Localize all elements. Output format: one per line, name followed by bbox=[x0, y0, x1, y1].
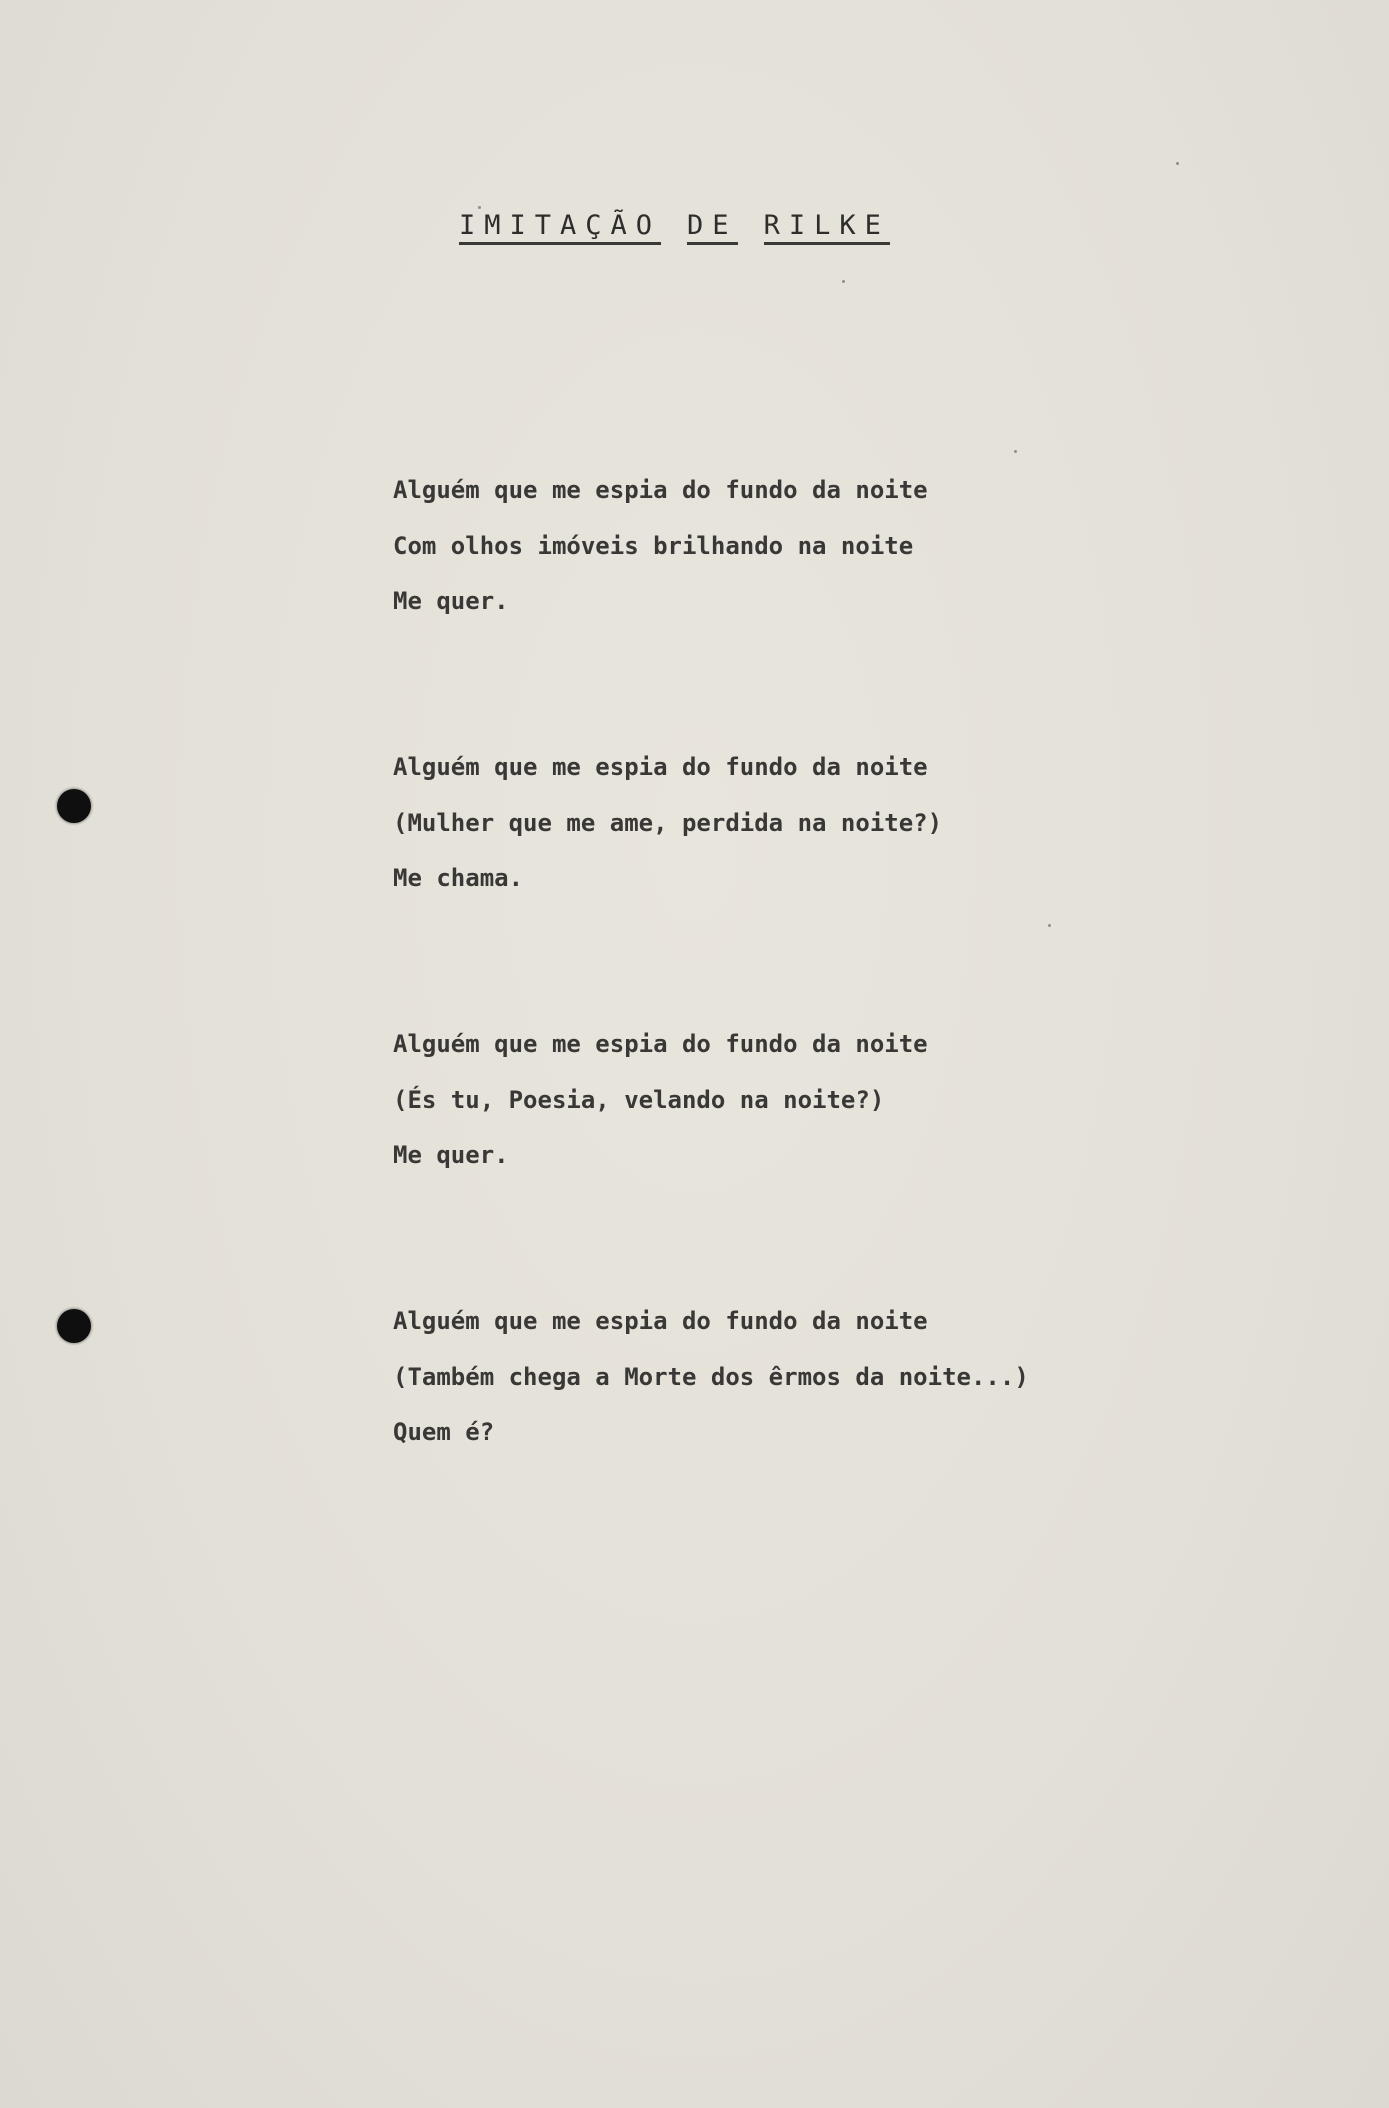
poem-line: Alguém que me espia do fundo da noite bbox=[393, 1307, 928, 1335]
punch-hole-icon bbox=[57, 1309, 91, 1343]
poem-line: Me quer. bbox=[393, 587, 509, 615]
title-word-1: IMITAÇÃO bbox=[459, 212, 661, 245]
stanza-2 bbox=[393, 740, 1193, 907]
punch-hole-icon bbox=[57, 789, 91, 823]
poem-line: Quem é? bbox=[393, 1418, 495, 1446]
stanza-3 bbox=[393, 1017, 1193, 1184]
paper-speck bbox=[1176, 162, 1179, 165]
poem-line: Alguém que me espia do fundo da noite bbox=[393, 753, 928, 781]
poem-line: Alguém que me espia do fundo da noite bbox=[393, 1030, 928, 1058]
title-word-3: RILKE bbox=[764, 212, 890, 245]
title-word-2: DE bbox=[687, 212, 738, 245]
poem-line: Com olhos imóveis brilhando na noite bbox=[393, 531, 914, 560]
poem-line: (Mulher que me ame, perdida na noite?) bbox=[393, 808, 943, 837]
poem-body bbox=[393, 463, 1193, 1571]
stanza-4 bbox=[393, 1294, 1193, 1461]
paper-speck bbox=[842, 280, 845, 283]
paper-speck bbox=[1048, 924, 1051, 927]
paper-speck bbox=[478, 206, 481, 209]
poem-line: Alguém que me espia do fundo da noite bbox=[393, 476, 928, 504]
poem-line: Me chama. bbox=[393, 864, 524, 892]
poem-line: Me quer. bbox=[393, 1141, 509, 1169]
paper-speck bbox=[1014, 450, 1017, 453]
document-title bbox=[459, 212, 890, 252]
poem-line: (Também chega a Morte dos êrmos da noite...) bbox=[393, 1362, 1029, 1391]
stanza-1 bbox=[393, 463, 1193, 630]
poem-line: (És tu, Poesia, velando na noite?) bbox=[393, 1085, 885, 1114]
